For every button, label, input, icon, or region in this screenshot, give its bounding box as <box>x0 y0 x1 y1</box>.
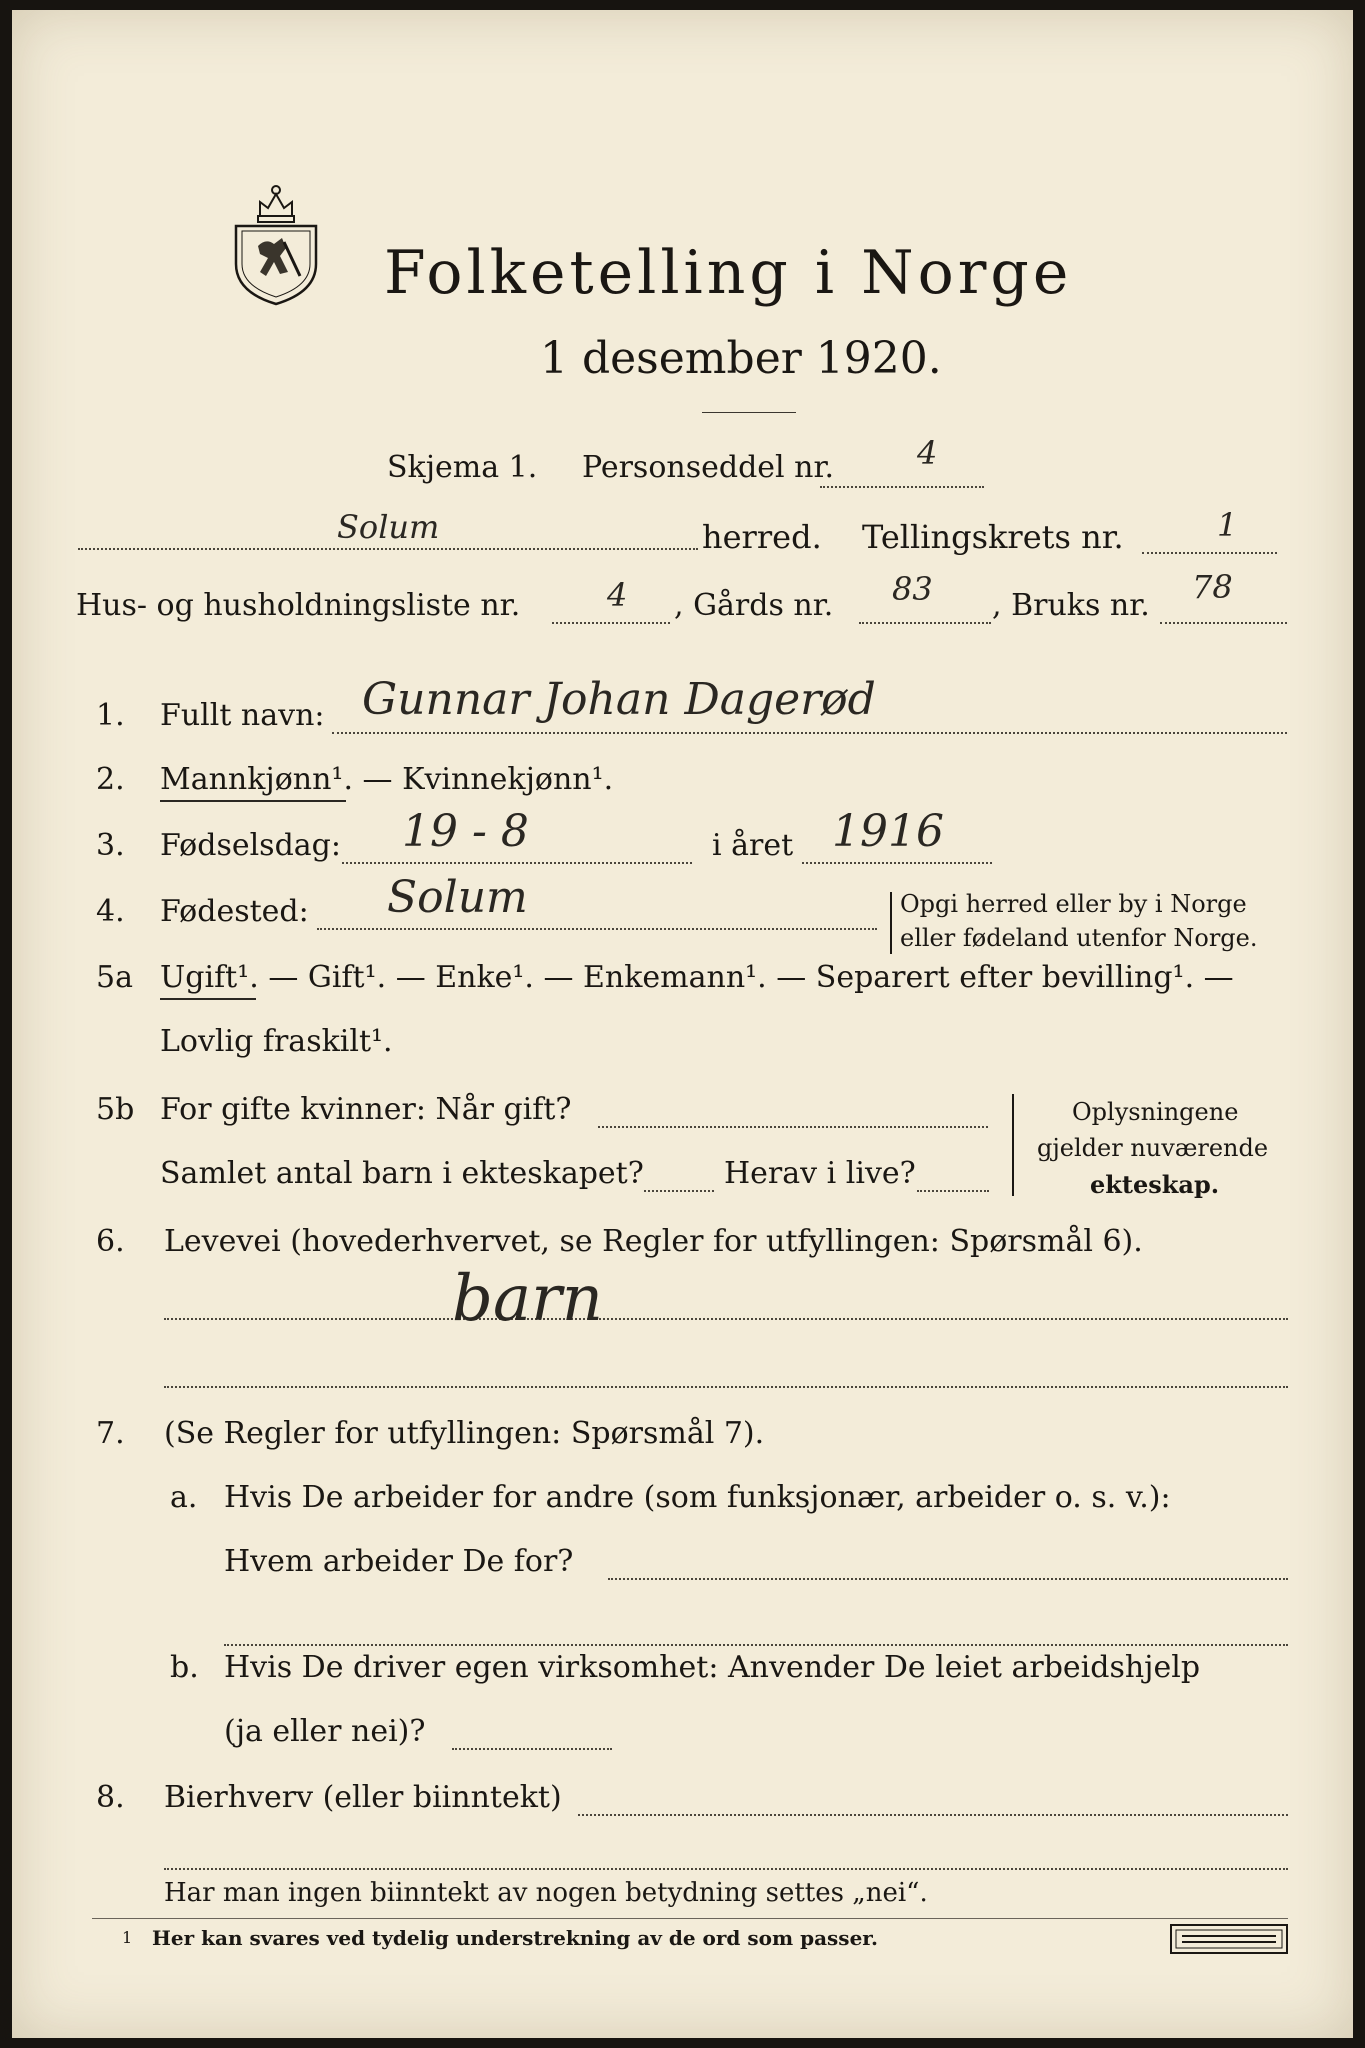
herred-value: Solum <box>337 508 440 546</box>
personseddel-line <box>820 486 984 488</box>
gards-line <box>859 622 991 624</box>
q4-note-line2: eller fødeland utenfor Norge. <box>900 924 1258 952</box>
q2-underline-mann <box>160 800 346 802</box>
q3-line <box>342 862 692 864</box>
q7b-text2: (ja eller nei)? <box>224 1714 426 1749</box>
q7a-text: Hvis De arbeider for andre (som funksjonær, arbeider o. s. v.): <box>224 1480 1171 1515</box>
q3-value: 19 - 8 <box>402 806 529 857</box>
q4-label: Fødested: <box>160 894 309 929</box>
gards-value: 83 <box>892 570 933 608</box>
printer-stamp-icon <box>1170 1924 1288 1954</box>
personseddel-label: Personseddel nr. <box>582 450 835 485</box>
q8-line1 <box>578 1814 1288 1816</box>
q5b-text1: For gifte kvinner: Når gift? <box>160 1092 572 1127</box>
q1-value: Gunnar Johan Dagerød <box>362 674 876 725</box>
q3-year-line <box>802 862 992 864</box>
footnote-divider <box>92 1918 1288 1919</box>
q5a-text2: Lovlig fraskilt¹. <box>160 1024 393 1059</box>
q5a-text: Ugift¹. — Gift¹. — Enke¹. — Enkemann¹. — Separert efter bevilling¹. — <box>160 960 1234 995</box>
hus-value: 4 <box>607 576 628 614</box>
q8-note: Har man ingen biinntekt av nogen betydning settes „nei“. <box>164 1878 928 1908</box>
q7a-number: a. <box>170 1480 198 1515</box>
bruks-value: 78 <box>1192 568 1233 606</box>
q3-year-label: i året <box>712 828 794 863</box>
q7b-number: b. <box>170 1650 199 1685</box>
q5b-children-line <box>644 1190 714 1192</box>
q5b-note3: ekteskap. <box>1090 1170 1220 1199</box>
q5b-text3: Herav i live? <box>724 1156 916 1191</box>
q1-line <box>332 732 1287 734</box>
q8-text: Bierhverv (eller biinntekt) <box>164 1780 562 1815</box>
q6-value: barn <box>452 1262 603 1336</box>
q2-number: 2. <box>96 762 125 797</box>
q6-number: 6. <box>96 1224 125 1259</box>
tellingskrets-line <box>1142 552 1277 554</box>
q7-text: (Se Regler for utfyllingen: Spørsmål 7). <box>164 1416 765 1451</box>
q8-line2 <box>164 1868 1288 1870</box>
q5b-text2: Samlet antal barn i ekteskapet? <box>160 1156 644 1191</box>
skjema-label: Skjema 1. <box>387 450 538 485</box>
bruks-label: , Bruks nr. <box>992 588 1150 623</box>
q5b-number: 5b <box>96 1092 135 1127</box>
hus-label: Hus- og husholdningsliste nr. <box>76 588 521 623</box>
bruks-line <box>1160 622 1287 624</box>
gards-label: , Gårds nr. <box>674 588 834 623</box>
q7b-line <box>452 1748 612 1750</box>
herred-line <box>78 548 698 550</box>
footnote-text: Her kan svares ved tydelig understrekning av de ord som passer. <box>152 1926 878 1950</box>
q3-label: Fødselsdag: <box>160 828 341 863</box>
q4-line <box>317 928 877 930</box>
q4-note-line1: Opgi herred eller by i Norge <box>900 890 1247 918</box>
title-divider <box>702 412 796 413</box>
q5b-alive-line <box>917 1190 989 1192</box>
q7a-line1 <box>608 1578 1288 1580</box>
personseddel-value: 4 <box>917 434 938 472</box>
tellingskrets-value: 1 <box>1217 506 1238 544</box>
q3-number: 3. <box>96 828 125 863</box>
q5b-married-line <box>598 1126 988 1128</box>
form-title: Folketelling i Norge <box>384 238 1073 308</box>
q1-label: Fullt navn: <box>160 698 325 733</box>
q5b-note1: Oplysningene <box>1072 1098 1239 1126</box>
q4-note-brace <box>890 892 892 954</box>
q5b-note-brace <box>1012 1094 1014 1196</box>
q4-value: Solum <box>387 872 528 923</box>
q6-text: Levevei (hovederhvervet, se Regler for utfyllingen: Spørsmål 6). <box>164 1224 1143 1259</box>
census-form-page <box>12 10 1353 2038</box>
q8-number: 8. <box>96 1780 125 1815</box>
coat-of-arms-icon <box>230 176 322 308</box>
herred-label: herred. <box>702 518 822 556</box>
q5a-number: 5a <box>96 960 133 995</box>
q7-number: 7. <box>96 1416 125 1451</box>
q7b-text: Hvis De driver egen virksomhet: Anvender De leiet arbeidshjelp <box>224 1650 1201 1685</box>
q5b-note2: gjelder nuværende <box>1037 1134 1269 1162</box>
q7a-text2: Hvem arbeider De for? <box>224 1544 574 1579</box>
q5a-underline-ugift <box>160 998 256 1000</box>
footnote-number: 1 <box>122 1928 133 1947</box>
hus-line <box>552 622 670 624</box>
tellingskrets-label: Tellingskrets nr. <box>862 518 1124 556</box>
q4-number: 4. <box>96 894 125 929</box>
q3-year-value: 1916 <box>832 806 944 857</box>
q2-text: Mannkjønn¹. — Kvinnekjønn¹. <box>160 762 614 797</box>
q6-line1 <box>164 1318 1288 1320</box>
q7a-line2 <box>224 1644 1288 1646</box>
census-date: 1 desember 1920. <box>540 333 942 384</box>
q6-line2 <box>164 1386 1288 1388</box>
q1-number: 1. <box>96 698 125 733</box>
